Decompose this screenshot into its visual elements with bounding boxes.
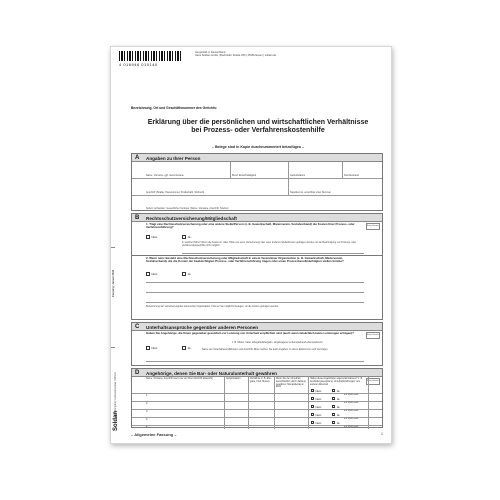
section-d: [131, 368, 383, 428]
question-b1: 1. Trägt eine Rechtsschutzversicherung oder eine andere Stelle/Person (z. B. Gewerkschaft, Mieterverein, Sozialverband) die Kosten Ihrer Prozess- oder Verfahrensführung?: [146, 222, 355, 230]
title-line: Erklärung über die persönlichen und wirtschaftlichen Verhältnisse: [147, 119, 369, 126]
d-row4-yes-checkbox[interactable]: Ja: [332, 413, 339, 417]
d-row2-yes-checkbox[interactable]: Ja: [332, 397, 339, 401]
name-field-label: Name, Vorname, ggf. Geburtsname: [146, 174, 184, 177]
beleg-number-box: Beleg Nummer: [366, 223, 380, 230]
brand-logo: Soldan: [113, 410, 119, 431]
d-row3-yes-checkbox[interactable]: Ja: [332, 405, 339, 409]
d-row1-yes-checkbox[interactable]: Ja: [332, 389, 339, 393]
subtitle: – Belege sind in Kopie durchnummeriert beizufügen –: [211, 145, 305, 149]
column-header-amount: Wenn Sie den Unterhalt ausschließlich durch Zahlung gewähren: Monatsbetrag in EUR: [276, 378, 306, 389]
row-number: 4: [146, 418, 148, 421]
section-title: Rechtsschutzversicherung/Mitgliedschaft: [146, 215, 237, 221]
section-letter: D: [135, 369, 140, 376]
unit-label: mtl. EUR netto: [344, 402, 359, 404]
column-header-relation: Verhältnis (z. B. Ehe-gatte, Kind, Mutter): [250, 378, 272, 383]
d-row5-no-checkbox[interactable]: Nein: [311, 421, 321, 425]
row-number: 3: [146, 410, 148, 413]
page-title: [141, 119, 375, 134]
b1-note: In welcher Höhe? Wenn die Kosten in voller Höhe von einer Versicherung oder einer anderen Stelle/Person getragen werden, ist die Beantragung von Prozess- oder Verfahrenskostenhilfe nicht möglich.: [182, 241, 357, 247]
section-letter: C: [135, 323, 140, 330]
publisher-line: Hans Soldan GmbH | Bocholder Straße 259 | 45356 Essen | soldan.de: [195, 54, 277, 58]
fold-mark: [111, 247, 115, 248]
section-title: Angehörige, denen Sie Bar- oder Naturalunterhalt gewähren: [146, 370, 277, 376]
unit-label: mtl. EUR netto: [344, 410, 359, 412]
footer-version: – Allgemeine Fassung –: [131, 432, 177, 437]
section-title: Angaben zu Ihrer Person: [146, 155, 201, 161]
order-info: Bestellangaben Formularnummer 1900-01: [114, 372, 117, 417]
unit-label: mtl. EUR netto: [344, 418, 359, 420]
b2-note: Bezeichnung der Versicherung/des Vereins/der Organisation. Können Sie möglichst belegen, ob die Kosten getragen werden.: [146, 305, 279, 308]
page-number: 1: [381, 432, 383, 436]
question-b2: 2. Wenn nein: Besteht eine Rechtsschutzversicherung oder Mitgliedschaft in einem Verein/einer Organisation (z. B. Gewerkschaft, Mieterverein, Sozialverband), die die Kosten der beabsichtigten Prozess- oder Verfahrensführung tragen oder einen Prozessbevollmächtigten stellen könnte?: [146, 256, 344, 264]
c-note-2: Name der Unterhaltsverpflichteten und Anschrift. Bitte machen Sie auch Angaben zu deren Einkommen und Vermögen.: [202, 348, 329, 351]
birthdate-field-label: Geburtsdatum: [290, 174, 306, 177]
c-note: z. B. Mutter, Vater, Ehegatte/Ehegattin, eingetragener Lebenspartner/Lebenspartnerin: [232, 341, 323, 344]
d-row4-no-checkbox[interactable]: Nein: [311, 413, 321, 417]
beleg-number-box: Beleg Nummer: [366, 332, 380, 339]
job-field-label: Beruf, Erwerbstätigkeit: [232, 174, 257, 177]
b2-yes-checkbox[interactable]: Ja: [182, 272, 190, 276]
publisher-info: [195, 51, 345, 58]
section-a: [131, 153, 383, 211]
form-date: Fassung: Januar 2023: [112, 269, 115, 297]
representative-field-label: Sofern vorhanden: Gesetzlicher Vertreter (Name, Vorname, Anschrift, Telefon): [146, 207, 229, 210]
court-label: Bezeichnung, Ort und Geschäftsnummer des Gerichts:: [131, 106, 218, 110]
question-c: Haben Sie Angehörige, die Ihnen gegenüber gesetzlich zur Leistung von Unterhalt verpflichtet sind (auch wenn tatsächlich keine Leistungen erfolgen)?: [146, 331, 354, 335]
column-header-income: Haben diese Angehörigen eigene Einnahmen? z. B. Ausbildungsvergütung, Unterhaltszahlungen vom anderen Elternteil: [310, 378, 363, 386]
b1-no-checkbox[interactable]: Nein: [146, 235, 157, 239]
c-no-checkbox[interactable]: Nein: [146, 346, 157, 350]
section-a-header: [132, 154, 382, 162]
title-line: bei Prozess- oder Verfahrenskostenhilfe: [191, 126, 325, 134]
form-page: [110, 46, 392, 444]
d-row5-yes-checkbox[interactable]: Ja: [332, 421, 339, 425]
row-number: 5: [146, 425, 148, 429]
row-number: 2: [146, 402, 148, 405]
phone-field-label: Tagsüber tel. erreichbar unter Nummer: [290, 191, 332, 194]
publisher-line: Hergestellt in Deutschland: [195, 51, 226, 54]
address-field-label: Anschrift (Straße, Hausnummer, Postleitzahl, Wohnort): [146, 191, 205, 194]
d-row1-no-checkbox[interactable]: Nein: [311, 389, 321, 393]
barcode-image: [119, 51, 183, 61]
section-title: Unterhaltsansprüche gegenüber anderen Personen: [146, 324, 259, 330]
d-row2-no-checkbox[interactable]: Nein: [311, 397, 321, 401]
section-letter: A: [135, 154, 140, 161]
section-letter: B: [135, 214, 140, 221]
unit-label: mtl. EUR netto: [344, 394, 359, 396]
b1-yes-checkbox[interactable]: Ja: [182, 235, 190, 239]
section-c: [131, 322, 383, 366]
c-yes-checkbox[interactable]: Ja: [182, 346, 190, 350]
section-b: [131, 213, 383, 320]
d-row3-no-checkbox[interactable]: Nein: [311, 405, 321, 409]
column-header-name: Name, Vorname, Anschrift (wenn sie von Ihrer Anschrift abweicht): [146, 378, 213, 380]
section-b-header: [132, 214, 382, 222]
barcode-number: 4 016946 010140: [119, 62, 158, 67]
section-c-header: [132, 323, 382, 331]
beleg-number-box: Beleg Nummer: [366, 378, 380, 385]
row-number: 1: [146, 394, 148, 397]
column-header-birthdate: Geburtsdatum: [226, 378, 241, 380]
unit-label: mtl. EUR netto: [344, 425, 359, 428]
section-d-header: [132, 369, 382, 377]
marital-field-label: Familienstand: [344, 174, 359, 177]
b2-no-checkbox[interactable]: Nein: [146, 272, 157, 276]
